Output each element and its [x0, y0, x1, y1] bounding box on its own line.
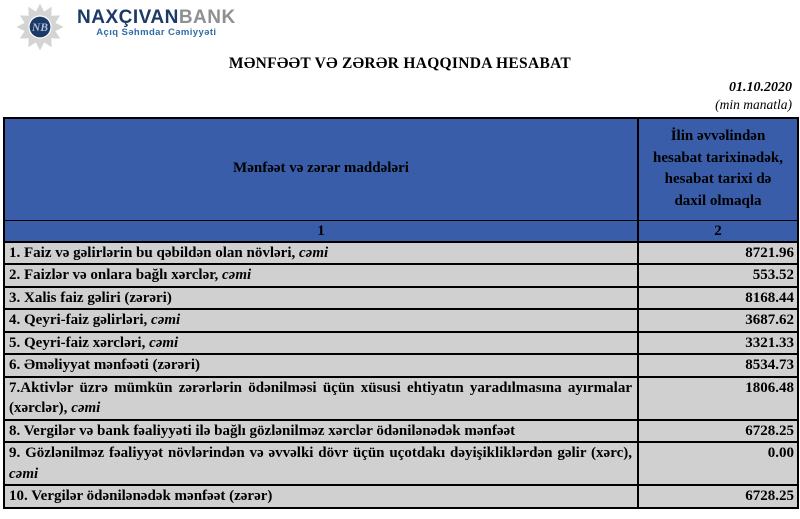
table-row-10 [4, 485, 798, 508]
row-label-italic: cəmi [295, 244, 329, 261]
row-label-text: 2. Faizlər və onlara bağlı xərclər, [9, 267, 219, 283]
profit-loss-table [3, 117, 799, 509]
row-label-italic: cəmi [147, 312, 181, 328]
row-value: 3321.33 [638, 332, 798, 355]
bank-header [0, 0, 800, 52]
row-label [4, 264, 638, 287]
table-row-5 [4, 332, 798, 355]
row-label-italic: cəmi [145, 334, 179, 351]
table-row-2 [4, 264, 798, 287]
bank-monogram: NB [31, 21, 49, 35]
table-row-1 [4, 242, 798, 265]
row-label [4, 420, 638, 443]
bank-name [77, 8, 236, 27]
row-label [4, 309, 638, 332]
row-label-text: 3. Xalis faiz gəliri (zərəri) [9, 289, 172, 306]
row-label-text: 4. Qeyri-faiz gəlirləri, [9, 312, 148, 328]
unit-note: (min manatla) [715, 97, 792, 112]
row-value: 8721.96 [638, 242, 798, 265]
row-value: 6728.25 [638, 485, 798, 508]
row-label-text: 6. Əməliyyat mənfəəti (zərəri) [9, 357, 200, 373]
bank-logo-starburst-icon [13, 2, 67, 52]
row-value: 8168.44 [638, 287, 798, 310]
row-label [4, 485, 638, 508]
column-number-row [4, 220, 798, 242]
value-column-header: İlin əvvəlindən hesabat tarixinədək, hesabat tarixi də daxil olmaqla [638, 118, 798, 220]
row-value: 553.52 [638, 264, 798, 287]
row-value: 8534.73 [638, 354, 798, 377]
row-label-text: 10. Vergilər ödənilənədək mənfəət (zərər) [9, 488, 273, 504]
report-date: 01.10.2020 [729, 80, 792, 95]
table-row-6 [4, 354, 798, 377]
row-label-text: 8. Vergilər və bank fəaliyyəti ilə bağlı gözlənilməz xərclər ödənilənədək mənfəət [9, 422, 516, 439]
report-title: MƏNFƏƏT VƏ ZƏRƏR HAQQINDA HESABAT [228, 55, 572, 72]
row-label-text: 1. Faiz və gəlirlərin bu qəbildən olan növləri, [9, 244, 296, 261]
row-label-text: 7.Aktivlər üzrə mümkün zərərlərin ödənilməsi üçün xüsusi ehtiyatın yaradılmasına ayırmalar (xərclər), [9, 379, 632, 416]
bank-wordmark [77, 2, 236, 39]
row-label-italic: cəmi [67, 400, 101, 416]
row-label [4, 242, 638, 265]
row-value: 0.00 [638, 442, 798, 485]
bank-name-primary: NAXÇIVAN [77, 7, 179, 28]
row-label [4, 332, 638, 355]
table-row-7 [4, 377, 798, 420]
table-row-9 [4, 442, 798, 485]
row-label [4, 377, 638, 420]
table-header-row [4, 118, 798, 220]
row-label-italic: cəmi [9, 465, 39, 482]
row-value: 6728.25 [638, 420, 798, 443]
row-label [4, 442, 638, 485]
bank-name-secondary: BANK [178, 7, 236, 28]
value-column-number: 2 [638, 220, 798, 242]
row-label [4, 354, 638, 377]
table-row-4 [4, 309, 798, 332]
table-row-8 [4, 420, 798, 443]
row-value: 1806.48 [638, 377, 798, 420]
row-label [4, 287, 638, 310]
items-column-header: Mənfəət və zərər maddələri [4, 118, 638, 220]
table-row-3 [4, 287, 798, 310]
row-label-text: 9. Gözlənilməz fəaliyyət növlərindən və əvvəlki dövr üçün uçotdakı dəyişikliklərdən gəlir (xərc), [9, 445, 632, 461]
items-column-number: 1 [4, 220, 638, 242]
row-label-italic: cəmi [218, 267, 252, 283]
date-block [0, 80, 800, 113]
bank-subtitle: Açıq Səhmdar Cəmiyyəti [96, 27, 217, 38]
row-label-text: 5. Qeyri-faiz xərcləri, [9, 334, 146, 351]
row-value: 3687.62 [638, 309, 798, 332]
